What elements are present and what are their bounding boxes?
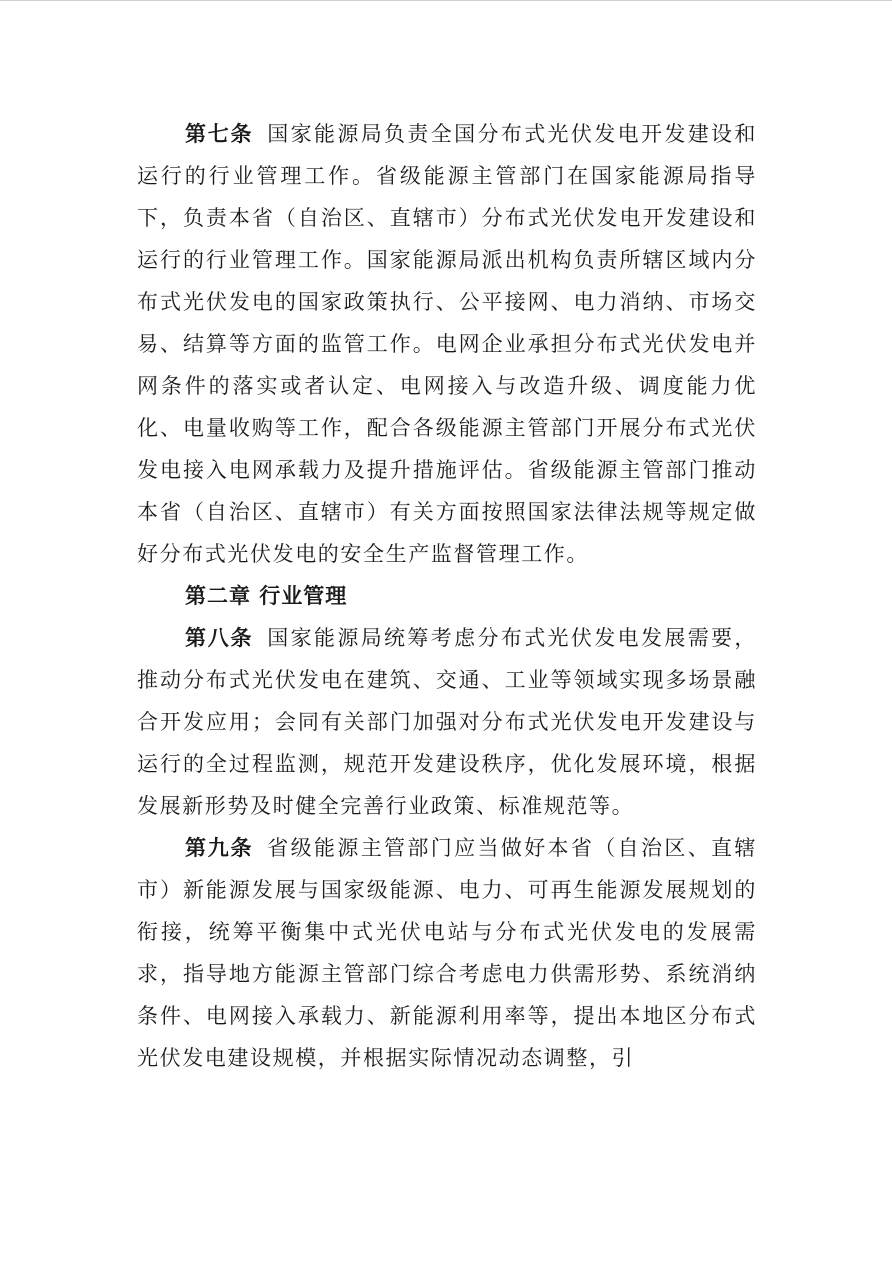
article-7-paragraph bbox=[137, 113, 757, 575]
article-9-text: 省级能源主管部门应当做好本省（自治区、直辖市）新能源发展与国家级能源、电力、可再生能源发展规划的衔接，统筹平衡集中式光伏电站与分布式光伏发电的发展需求，指导地方能源主管部门综合考虑电力供需形势、系统消纳条件、电网接入承载力、新能源利用率等，提出本地区分布式光伏发电建设规模，并根据实际情况动态调整，引 bbox=[137, 836, 758, 1070]
document-body bbox=[137, 113, 757, 1079]
article-9-label: 第九条 bbox=[185, 836, 254, 860]
article-7-text: 国家能源局负责全国分布式光伏发电开发建设和运行的行业管理工作。省级能源主管部门在国家能源局指导下，负责本省（自治区、直辖市）分布式光伏发电开发建设和运行的行业管理工作。国家能源局派出机构负责所辖区域内分布式光伏发电的国家政策执行、公平接网、电力消纳、市场交易、结算等方面的监管工作。电网企业承担分布式光伏发电并网条件的落实或者认定、电网接入与改造升级、调度能力优化、电量收购等工作，配合各级能源主管部门开展分布式光伏发电接入电网承载力及提升措施评估。省级能源主管部门推动本省（自治区、直辖市）有关方面按照国家法律法规等规定做好分布式光伏发电的安全生产监督管理工作。 bbox=[137, 122, 758, 566]
article-8-label: 第八条 bbox=[185, 626, 254, 650]
article-8-paragraph bbox=[137, 617, 757, 827]
article-8-text: 国家能源局统筹考虑分布式光伏发电发展需要，推动分布式光伏发电在建筑、交通、工业等领域实现多场景融合开发应用；会同有关部门加强对分布式光伏发电开发建设与运行的全过程监测，规范开发建设秩序，优化发展环境，根据发展新形势及时健全完善行业政策、标准规范等。 bbox=[137, 626, 758, 818]
article-9-paragraph bbox=[137, 827, 757, 1079]
article-7-label: 第七条 bbox=[185, 122, 254, 146]
chapter-2-heading: 第二章 行业管理 bbox=[185, 584, 348, 608]
